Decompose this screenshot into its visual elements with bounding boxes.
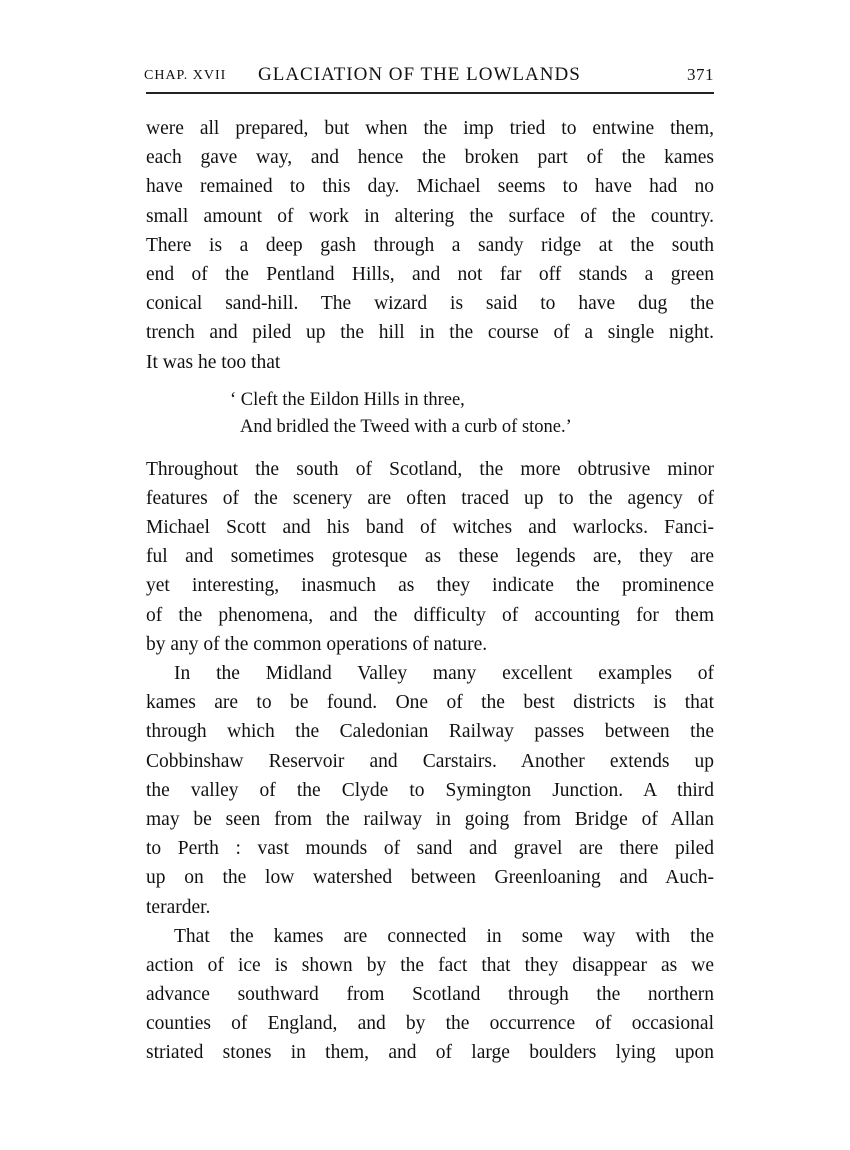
text-line: counties of England, and by the occurrence of occasional [146,1013,714,1035]
text-line: of the phenomena, and the difficulty of accounting for them [146,604,714,626]
text-line: up on the low watershed between Greenloaning and Auch- [146,867,714,889]
text-line: kames are to be found. One of the best districts is that [146,692,714,714]
chapter-label: CHAP. XVII [144,68,227,83]
text-line: by any of the common operations of nature. [146,633,488,655]
text-line: conical sand-hill. The wizard is said to have dug the [146,293,714,315]
text-line: the valley of the Clyde to Symington Junction. A third [146,779,714,801]
text-line: to Perth : vast mounds of sand and gravel are there piled [146,838,714,860]
paragraph-2 [146,455,714,659]
text-line: trench and piled up the hill in the course of a single night. [146,322,714,344]
verse-line: ‘ Cleft the Eildon Hills in three, [230,389,465,410]
text-line: That the kames are connected in some way with the [174,925,714,947]
verse-line: And bridled the Tweed with a curb of stone.’ [240,416,572,437]
paragraph-1 [146,114,714,377]
text-line: In the Midland Valley many excellent examples of [174,663,714,684]
text-line: may be seen from the railway in going from Bridge of Allan [146,808,714,830]
text-line: ful and sometimes grotesque as these legends are, they are [146,546,714,568]
text-line: have remained to this day. Michael seems to have had no [146,176,714,198]
text-line: each gave way, and hence the broken part of the kames [146,147,714,169]
text-line: were all prepared, but when the imp tried to entwine them, [146,118,714,139]
running-head [146,62,714,94]
paragraph-4 [146,922,714,1068]
text-line: terarder. [146,896,211,918]
text-line: end of the Pentland Hills, and not far off stands a green [146,263,714,285]
verse-quotation [146,387,714,441]
text-line: It was he too that [146,351,281,373]
text-line: action of ice is shown by the fact that they disappear as we [146,954,714,976]
text-line: Throughout the south of Scotland, the more obtrusive minor [146,458,714,480]
text-line: There is a deep gash through a sandy ridge at the south [146,234,714,256]
paragraph-3 [146,659,714,922]
text-line: Michael Scott and his band of witches and warlocks. Fanci- [146,517,714,539]
text-line: Cobbinshaw Reservoir and Carstairs. Another extends up [146,750,714,772]
text-line: advance southward from Scotland through the northern [146,984,714,1006]
text-line: features of the scenery are often traced up to the agency of [146,487,714,509]
text-line: small amount of work in altering the surface of the country. [146,205,714,227]
text-line: yet interesting, inasmuch as they indicate the prominence [146,575,714,597]
running-title: GLACIATION OF THE LOWLANDS [258,64,581,85]
text-line: striated stones in them, and of large boulders lying upon [146,1042,714,1064]
book-page [146,62,714,1068]
body-text [146,114,714,1068]
text-line: through which the Caledonian Railway passes between the [146,721,714,743]
page-number: 371 [687,65,714,84]
